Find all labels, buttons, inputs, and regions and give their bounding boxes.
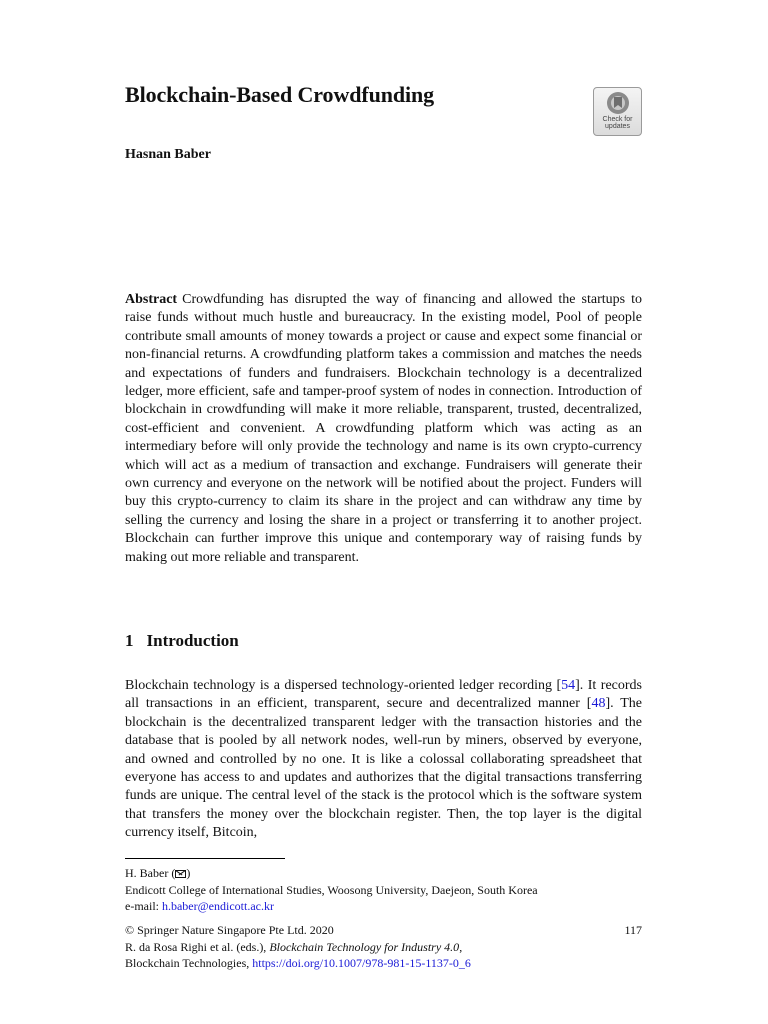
check-badge-line1: Check for [602,116,633,123]
email-label: e-mail: [125,899,162,913]
editors-line [125,939,642,956]
body-text-part2: ]. It records all transactions in an efficient, transparent, secure and decentralized manner [ [125,678,642,712]
editors-suffix: , [459,939,463,954]
series-text: Blockchain Technologies, [125,956,253,970]
citation-link-48[interactable]: 48 [591,696,606,712]
section-heading [125,631,239,651]
page-footer [125,922,642,972]
abstract-label: Abstract [125,292,178,307]
crossmark-icon [606,91,630,115]
abstract [125,291,642,567]
footnote-divider [125,858,285,859]
author-footnote [125,865,642,915]
section-title: Introduction [146,631,239,650]
footnote-author-line [125,865,642,882]
page-number: 117 [624,923,642,937]
paper-title: Blockchain-Based Crowdfunding [125,82,435,107]
footnote-affiliation: Endicott College of International Studies, Woosong University, Daejeon, South Korea [125,882,538,897]
doi-link[interactable]: https://doi.org/10.1007/978-981-15-1137-0_6 [252,956,471,970]
editors-text: R. da Rosa Righi et al. (eds.), [125,939,270,954]
envelope-icon [175,870,186,878]
book-title: Blockchain Technology for Industry 4.0 [269,939,460,954]
body-text-part3: ]. The blockchain is the decentralized transparent ledger with the transaction histories and the database that is pooled by all network nodes, well-run by miners, observed by everyone, and owned and controlled by no one. It is like a colossal collaborating spreadsheet that everyone has access to and updates and authorizes that the digital transactions transferring funds are unique. The central level of the stack is the protocol which is the software system that transfers the money over the blockchain register. Then, the top layer is the digital currency itself, Bitcoin, [125,696,642,841]
abstract-text: Crowdfunding has disrupted the way of financing and allowed the startups to raise funds without much hustle and bureaucracy. In the existing model, Pool of people contribute small amounts of money towards a project or cause and expect some financial or non-financial returns. A crowdfunding platform takes a commission and matches the needs and expectations of funders and fundraisers. Blockchain technology is a decentralized ledger, more efficient, safe and tamper-proof system of nodes in connection. Introduction of blockchain in crowdfunding will make it more reliable, transparent, trusted, decentralized, cost-efficient and convenient. A crowdfunding platform which was acting as an intermediary before will only provide the technology and name is its own crypto-currency which will act as a medium of transaction and exchange. Fundraisers will generate their own currency and everyone on the network will be notified about the project. Funders will buy this crypto-currency to claim its share in the project and can withdraw any time by selling the currency and losing the share in a project or transferring it to another project. Blockchain can further improve this unique and contemporary way of raising funds by making out more reliable and transparent. [125,292,642,565]
doi-line [125,955,642,972]
body-paragraph [125,677,642,843]
footnote-author: H. Baber ( [125,866,176,880]
check-for-updates-badge[interactable] [593,87,642,136]
check-badge-line2: updates [605,123,630,130]
email-link[interactable]: h.baber@endicott.ac.kr [161,899,274,913]
section-number: 1 [125,631,134,650]
author-name: Hasnan Baber [125,147,211,162]
body-text-part1: Blockchain technology is a dispersed technology-oriented ledger recording [ [125,678,562,693]
copyright-line: © Springer Nature Singapore Pte Ltd. 2020 [125,923,334,937]
footnote-email-line [125,898,642,915]
footnote-author-close: ) [186,866,191,880]
citation-link-54[interactable]: 54 [561,678,576,693]
